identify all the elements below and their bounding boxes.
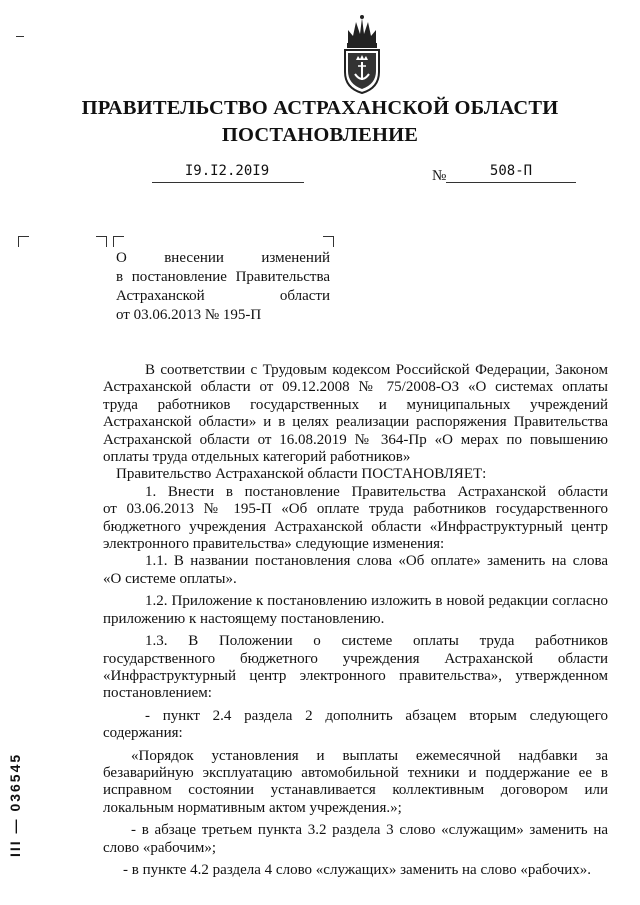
subject-line: Астраханской области — [116, 288, 330, 304]
document-subject — [116, 249, 330, 325]
document-number: 508-П — [489, 163, 533, 179]
body-line: В соответствии с Трудовым кодексом Российской Федерации, Законом — [145, 362, 608, 378]
body-line: 1. Внести в постановление Правительства Астраханской области — [145, 483, 608, 500]
body-line: электронного правительства» следующие изменения: — [103, 536, 445, 553]
body-line: Астраханской области от 16.08.2019 № 364-Пр «О мерах по повышению — [103, 431, 608, 448]
body-line: - в пункте 4.2 раздела 4 слово «служащих» заменить на слово «рабочих». — [123, 861, 592, 878]
serial-code: III — 036545 — [7, 752, 23, 857]
body-line: государственного бюджетного учреждения Астраханской области — [103, 650, 608, 667]
body-line: Правительство Астраханской области ПОСТАНОВЛЯЕТ: — [116, 466, 487, 483]
corner-mark-subject-right-a — [96, 236, 107, 247]
subject-line: О внесении изменений — [116, 250, 330, 266]
corner-mark-subject-left — [113, 236, 124, 247]
body-line: приложению к настоящему постановлению. — [103, 610, 385, 627]
subject-line: в постановление Правительства — [116, 269, 330, 285]
body-line: постановлением: — [103, 685, 212, 702]
body-line: 1.1. В названии постановления слова «Об оплате» заменить на слова — [145, 553, 608, 570]
document-type-title: ПОСТАНОВЛЕНИЕ — [221, 124, 419, 146]
body-line: слово «рабочим»; — [103, 839, 217, 856]
margin-tick — [16, 36, 24, 37]
body-line: 1.2. Приложение к постановлению изложить в новой редакции согласно — [145, 593, 608, 610]
body-line: оплаты труда отдельных категорий работников» — [103, 449, 411, 466]
corner-mark-left — [18, 236, 29, 247]
government-title: ПРАВИТЕЛЬСТВО АСТРАХАНСКОЙ ОБЛАСТИ — [81, 97, 559, 119]
body-line: 1.3. В Положении о системе оплаты труда работников — [145, 633, 608, 650]
body-line: бюджетного учреждения Астраханской области «Инфраструктурный центр — [103, 518, 608, 535]
document-date: I9.I2.20I9 — [184, 163, 270, 179]
body-line: труда работников государственных и муниципальных учреждений — [103, 396, 608, 413]
body-line: содержания: — [103, 725, 183, 742]
corner-mark-subject-right — [323, 236, 334, 247]
body-line: «О системе оплаты». — [103, 570, 237, 587]
body-line: Астраханской области» и в целях реализации распоряжения Правительства — [103, 414, 608, 431]
body-line: «Порядок установления и выплаты ежемесячной надбавки за — [131, 747, 608, 764]
number-sign: № — [432, 168, 447, 184]
body-line: безаварийную эксплуатацию автомобильной техники и поддержание ее в — [103, 764, 608, 781]
body-line: локальным нормативным актом учреждения.»; — [103, 799, 402, 816]
date-underline — [152, 182, 304, 183]
number-underline — [446, 182, 576, 183]
document-body — [103, 362, 608, 879]
coat-of-arms-emblem — [336, 14, 388, 96]
body-line: исправном состоянии устанавливается коллективным договором или — [103, 782, 608, 799]
body-line: - в абзаце третьем пункта 3.2 раздела 3 слово «служащим» заменить на — [131, 822, 608, 839]
body-line: Астраханской области от 09.12.2008 № 75/2008-ОЗ «О системах оплаты — [103, 379, 608, 396]
body-line: - пункт 2.4 раздела 2 дополнить абзацем вторым следующего — [145, 707, 608, 724]
subject-line: от 03.06.2013 № 195-П — [116, 307, 262, 323]
body-line: «Инфраструктурный центр электронного правительства», утвержденном — [103, 667, 608, 684]
body-line: от 03.06.2013 № 195-П «Об оплате труда работников государственного — [103, 501, 608, 518]
